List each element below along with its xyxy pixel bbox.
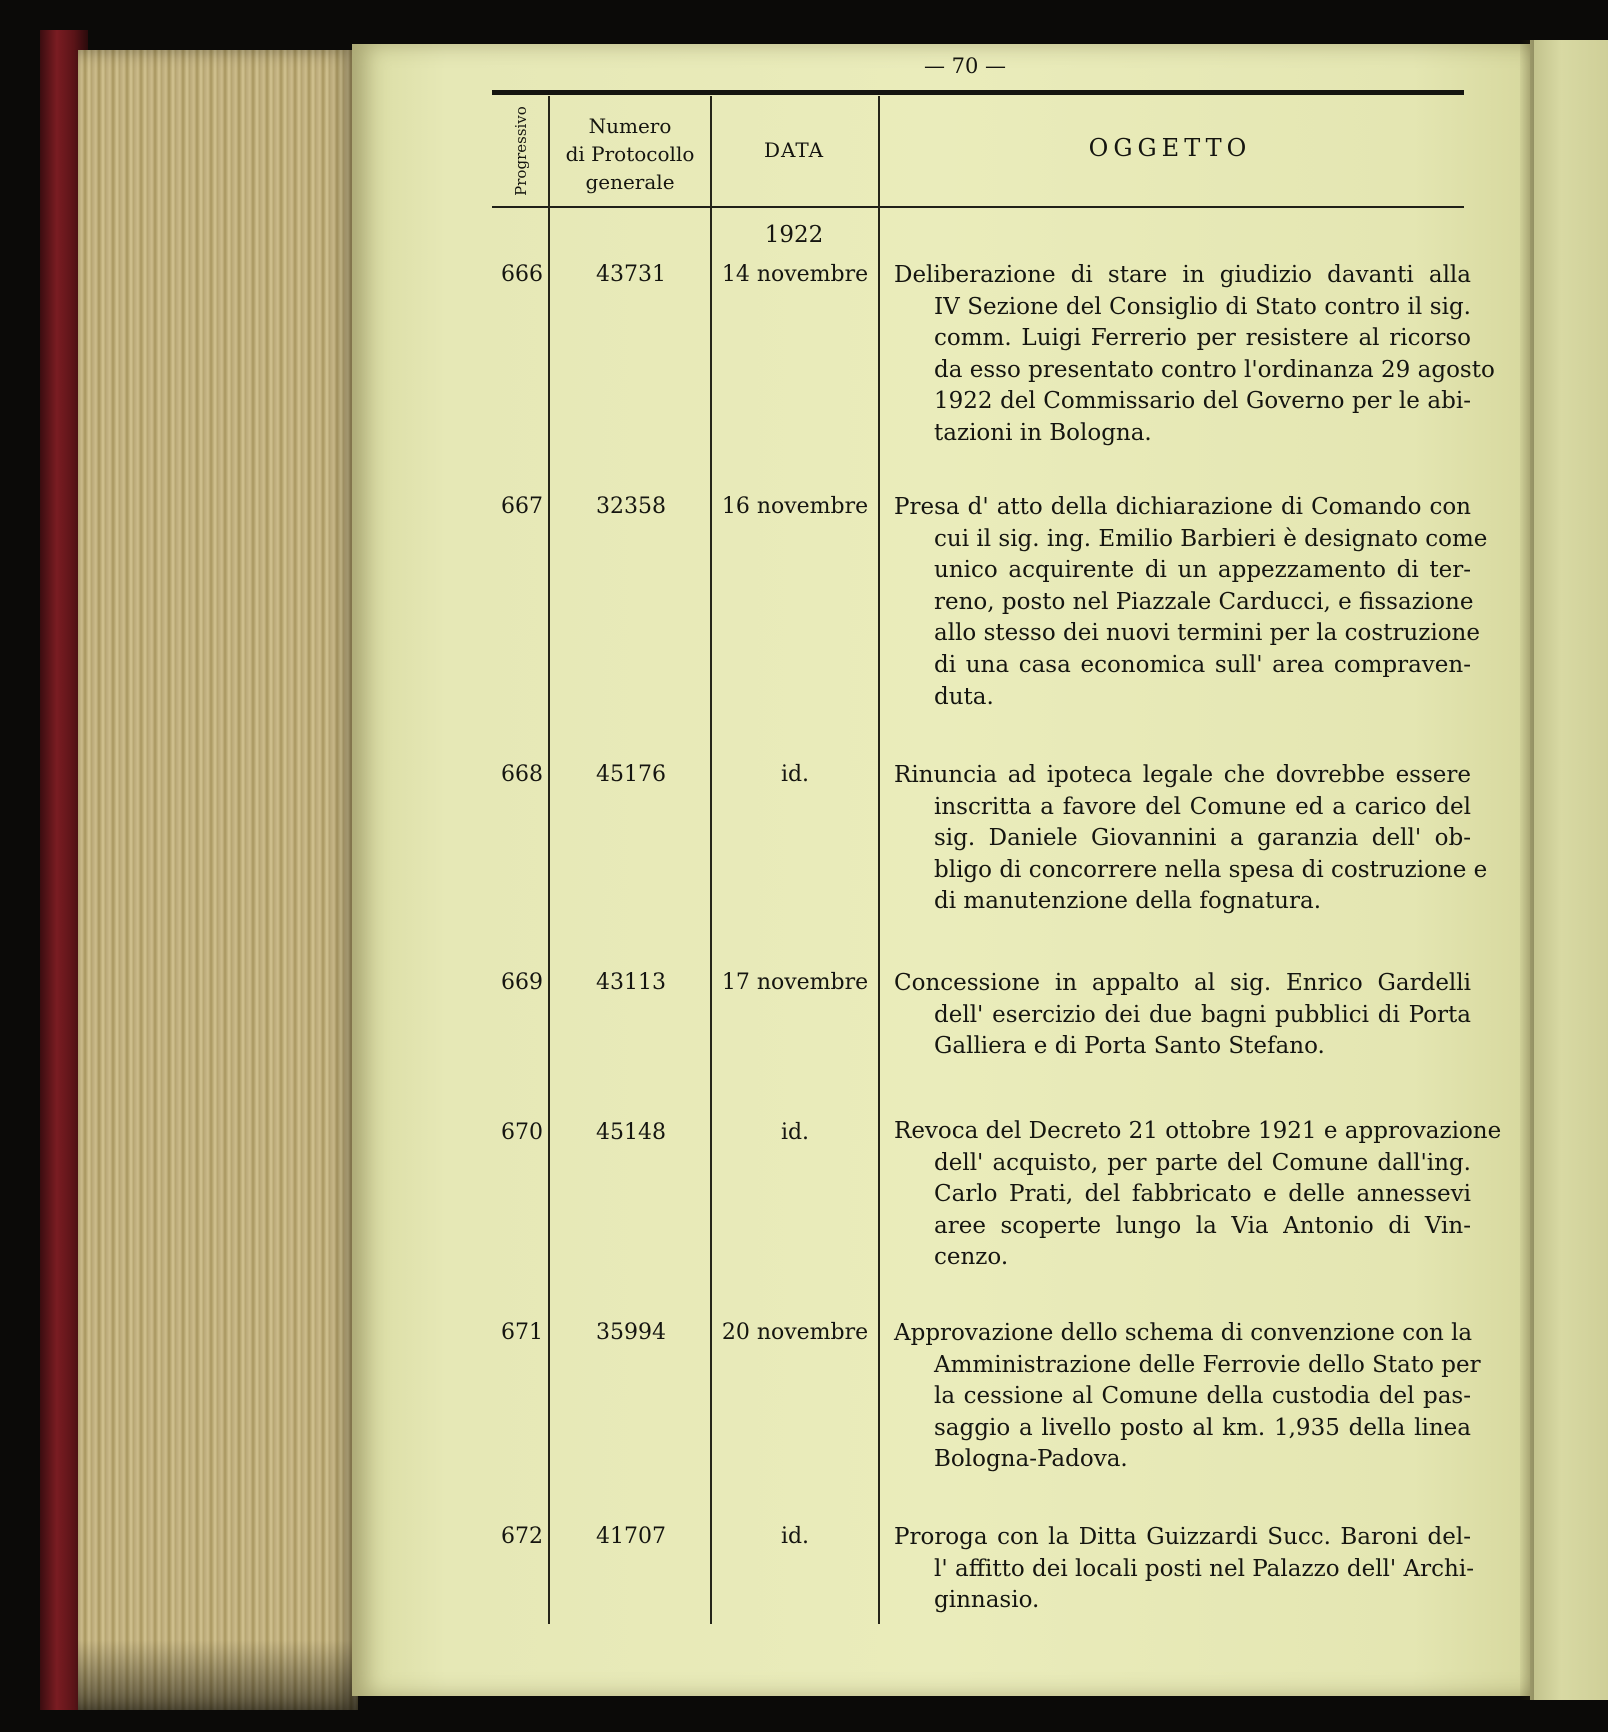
- entry-subject: Concessione in appalto al sig. Enrico Gardelli dell' esercizio dei due bagni pubblici di Porta Galliera e di Porta Santo Stefano.: [894, 970, 1471, 1060]
- entry-date: id.: [780, 1524, 810, 1549]
- entry-protocol: 43731: [596, 262, 666, 287]
- entry-protocol: 32358: [596, 494, 666, 519]
- column-divider-progressive: [548, 96, 550, 1624]
- entry-date: 16 novembre: [721, 494, 869, 519]
- column-divider-date: [878, 96, 880, 1624]
- entry-date: id.: [780, 762, 810, 787]
- entry-subject: Deliberazione di stare in giudizio davanti alla IV Sezione del Consiglio di Stato contro il sig. comm. Luigi Ferrerio per resistere al ricorso da esso presentato contro l'ordinanza 29 agosto 1922 del Commissario del Governo per le abi- tazioni in Bologna.: [894, 262, 1495, 446]
- page-stack-shadow: [78, 1640, 358, 1710]
- entry-protocol: 45148: [596, 1120, 666, 1145]
- entry-protocol: 35994: [596, 1320, 666, 1345]
- entry-date: 14 novembre: [721, 262, 869, 287]
- header-progressive: Progressivo: [512, 106, 530, 196]
- entry-subject: Revoca del Decreto 21 ottobre 1921 e approvazione dell' acquisto, per parte del Comune dall'ing. Carlo Prati, del fabbricato e delle annessevi aree scoperte lungo la Via Antonio di Vin- cenzo.: [894, 1118, 1502, 1271]
- page-number: — 70 —: [923, 54, 1007, 78]
- entry-protocol: 45176: [596, 762, 666, 787]
- entry-progressive: 669: [501, 970, 543, 995]
- page-stack-edges: [78, 50, 358, 1710]
- header-subject: OGGETTO: [1088, 134, 1252, 162]
- entry-date: 20 novembre: [721, 1320, 869, 1345]
- entry-protocol: 41707: [596, 1524, 666, 1549]
- header-protocol: Numero di Protocollo generale: [565, 114, 695, 194]
- entry-progressive: 668: [501, 762, 543, 787]
- entry-progressive: 672: [501, 1524, 543, 1549]
- entry-progressive: 671: [501, 1320, 543, 1345]
- header-date: DATA: [763, 138, 825, 162]
- entry-subject: Rinuncia ad ipoteca legale che dovrebbe essere inscritta a favore del Comune ed a carico del sig. Daniele Giovannini a garanzia dell' ob- bligo di concorrere nella spesa di costruzione e di manutenzione della fognatura.: [894, 762, 1488, 915]
- year-label: 1922: [764, 222, 824, 248]
- entry-subject: Presa d' atto della dichiarazione di Comando con cui il sig. ing. Emilio Barbieri è designato come unico acquirente di un appezzamento di ter- reno, posto nel Piazzale Carducci, e fissazione allo stesso dei nuovi termini per la costruzione di una casa economica sull' area compraven- duta.: [894, 494, 1488, 710]
- entry-protocol: 43113: [596, 970, 666, 995]
- entry-subject: Approvazione dello schema di convenzione con la Amministrazione delle Ferrovie dello Stato per la cessione al Comune della custodia del pas- saggio a livello posto al km. 1,935 della linea Bologna-Padova.: [894, 1320, 1481, 1473]
- entry-progressive: 666: [501, 262, 543, 287]
- entry-date: 17 novembre: [721, 970, 869, 995]
- column-divider-protocol: [710, 96, 712, 1624]
- entry-subject: Proroga con la Ditta Guizzardi Succ. Baroni del- l' affitto dei locali posti nel Palazzo dell' Archi- ginnasio.: [894, 1524, 1474, 1614]
- entry-progressive: 670: [501, 1120, 543, 1145]
- page-gutter-shadow: [1520, 40, 1534, 1700]
- next-page-edge: [1530, 40, 1608, 1700]
- header-bottom-rule: [492, 206, 1464, 208]
- entry-progressive: 667: [501, 494, 543, 519]
- table-top-rule: [492, 90, 1464, 95]
- entry-date: id.: [780, 1120, 810, 1145]
